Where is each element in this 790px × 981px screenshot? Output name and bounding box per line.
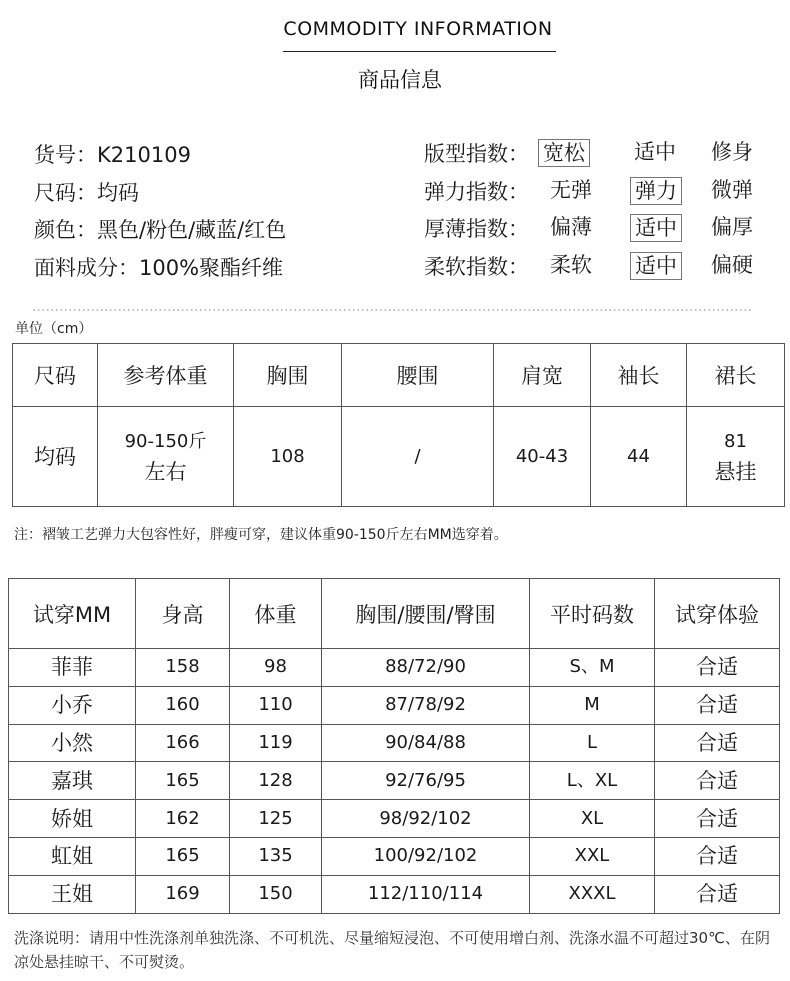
- header-cell: 参考体重: [98, 344, 234, 407]
- header-cell: 体重: [230, 579, 322, 649]
- cell-fit: 合适: [655, 800, 780, 838]
- cell-height: 158: [136, 649, 230, 687]
- cell-measurements: 98/92/102: [322, 800, 530, 838]
- cell-waist: /: [342, 407, 494, 507]
- product-specs: [34, 140, 286, 290]
- index-row-fit: [424, 139, 784, 177]
- cell-fit: 合适: [655, 686, 780, 724]
- cell-usual-size: XXL: [530, 837, 655, 875]
- cell-name: 娇姐: [9, 800, 136, 838]
- table-row: [9, 686, 780, 724]
- index-option: 无弹: [550, 177, 592, 202]
- cell-size: 均码: [13, 407, 98, 507]
- table-row: [9, 762, 780, 800]
- index-option-selected: 弹力: [630, 177, 682, 205]
- index-option-selected: 适中: [630, 252, 682, 280]
- index-option: 适中: [634, 140, 676, 164]
- index-label: 柔软指数：: [424, 254, 529, 279]
- table-row: [9, 800, 780, 838]
- size-table: [12, 343, 785, 507]
- skirt-length-note: 悬挂: [714, 459, 757, 484]
- cell-height: 166: [136, 724, 230, 762]
- cell-name: 菲菲: [9, 649, 136, 687]
- cell-measurements: 112/110/114: [322, 875, 530, 913]
- cell-chest: 108: [234, 407, 342, 507]
- header-cell: 腰围: [342, 344, 494, 407]
- size-info: 尺码：均码: [34, 180, 139, 205]
- index-row-thickness: [424, 214, 784, 252]
- table-row: [9, 724, 780, 762]
- skirt-length-value: 81: [724, 430, 747, 452]
- table-row: [9, 649, 780, 687]
- cell-usual-size: L、XL: [530, 762, 655, 800]
- index-label: 版型指数：: [424, 142, 529, 166]
- cell-height: 162: [136, 800, 230, 838]
- table-row: [13, 407, 785, 507]
- cell-measurements: 92/76/95: [322, 762, 530, 800]
- cell-fit: 合适: [655, 762, 780, 800]
- index-option: 偏厚: [711, 215, 753, 240]
- cell-name: 小乔: [9, 686, 136, 724]
- cell-fit: 合适: [655, 875, 780, 913]
- header-cell: 裙长: [687, 344, 785, 407]
- cell-weight: 98: [230, 649, 322, 687]
- cell-weight: 110: [230, 686, 322, 724]
- item-number: 货号：K210109: [34, 143, 191, 167]
- index-option-selected: 宽松: [538, 139, 590, 167]
- cell-measurements: 87/78/92: [322, 686, 530, 724]
- index-row-elasticity: [424, 177, 784, 215]
- index-option: 偏硬: [711, 252, 753, 277]
- fit-note: 注：褶皱工艺弹力大包容性好，胖瘦可穿，建议体重90-150斤左右MM选穿着。: [14, 527, 508, 543]
- header-cell: 尺码: [13, 344, 98, 407]
- header-cell: 袖长: [591, 344, 687, 407]
- cell-usual-size: XL: [530, 800, 655, 838]
- cell-fit: 合适: [655, 724, 780, 762]
- header-cell: 试穿体验: [655, 579, 780, 649]
- cell-name: 王姐: [9, 875, 136, 913]
- color-info: 颜色：黑色/粉色/藏蓝/红色: [34, 218, 287, 242]
- cell-weight: 125: [230, 800, 322, 838]
- cell-measurements: 90/84/88: [322, 724, 530, 762]
- weight-range: 90-150斤: [124, 430, 207, 452]
- product-indices: [424, 139, 784, 289]
- index-label: 厚薄指数：: [424, 217, 529, 242]
- cell-height: 160: [136, 686, 230, 724]
- cell-usual-size: XXXL: [530, 875, 655, 913]
- tryout-table-header: [9, 579, 780, 649]
- cell-weight: [98, 407, 234, 507]
- title-cn: 商品信息: [358, 68, 442, 92]
- fabric-info: 面料成分：100%聚酯纤维: [34, 255, 284, 280]
- header-cell: 平时码数: [530, 579, 655, 649]
- cell-usual-size: S、M: [530, 649, 655, 687]
- table-row: [9, 837, 780, 875]
- header-cell: 身高: [136, 579, 230, 649]
- cell-fit: 合适: [655, 649, 780, 687]
- cell-skirt-length: [687, 407, 785, 507]
- size-table-header: [13, 344, 785, 407]
- header-cell: 胸围/腰围/臀围: [322, 579, 530, 649]
- cell-shoulder: 40-43: [494, 407, 591, 507]
- cell-weight: 150: [230, 875, 322, 913]
- cell-height: 165: [136, 837, 230, 875]
- cell-usual-size: M: [530, 686, 655, 724]
- cell-name: 嘉琪: [9, 762, 136, 800]
- index-option: 偏薄: [550, 215, 592, 240]
- title-en: COMMODITY INFORMATION: [283, 18, 553, 40]
- table-row: [9, 875, 780, 913]
- header-cell: 肩宽: [494, 344, 591, 407]
- index-row-softness: [424, 252, 784, 290]
- cell-usual-size: L: [530, 724, 655, 762]
- index-option-selected: 适中: [630, 214, 682, 242]
- cell-measurements: 88/72/90: [322, 649, 530, 687]
- unit-label: 单位（cm）: [15, 321, 93, 337]
- index-option: 修身: [711, 140, 753, 164]
- header-cell: 胸围: [234, 344, 342, 407]
- index-option: 微弹: [711, 177, 753, 202]
- index-option: 柔软: [550, 252, 592, 277]
- cell-name: 小然: [9, 724, 136, 762]
- wash-instructions: 洗涤说明：请用中性洗涤剂单独洗涤、不可机洗、尽量缩短浸泡、不可使用增白剂、洗涤水温不可超过30℃、在阴凉处悬挂晾干、不可熨烫。: [14, 929, 770, 971]
- dotted-divider: [32, 309, 752, 311]
- cell-height: 165: [136, 762, 230, 800]
- index-label: 弹力指数：: [424, 179, 529, 204]
- title-divider: [283, 51, 556, 52]
- tryout-table: [8, 578, 780, 914]
- cell-weight: 135: [230, 837, 322, 875]
- cell-name: 虹姐: [9, 837, 136, 875]
- cell-sleeve: 44: [591, 407, 687, 507]
- cell-measurements: 100/92/102: [322, 837, 530, 875]
- cell-height: 169: [136, 875, 230, 913]
- header-cell: 试穿MM: [9, 579, 136, 649]
- cell-weight: 128: [230, 762, 322, 800]
- cell-fit: 合适: [655, 837, 780, 875]
- cell-weight: 119: [230, 724, 322, 762]
- weight-approx: 左右: [144, 459, 187, 484]
